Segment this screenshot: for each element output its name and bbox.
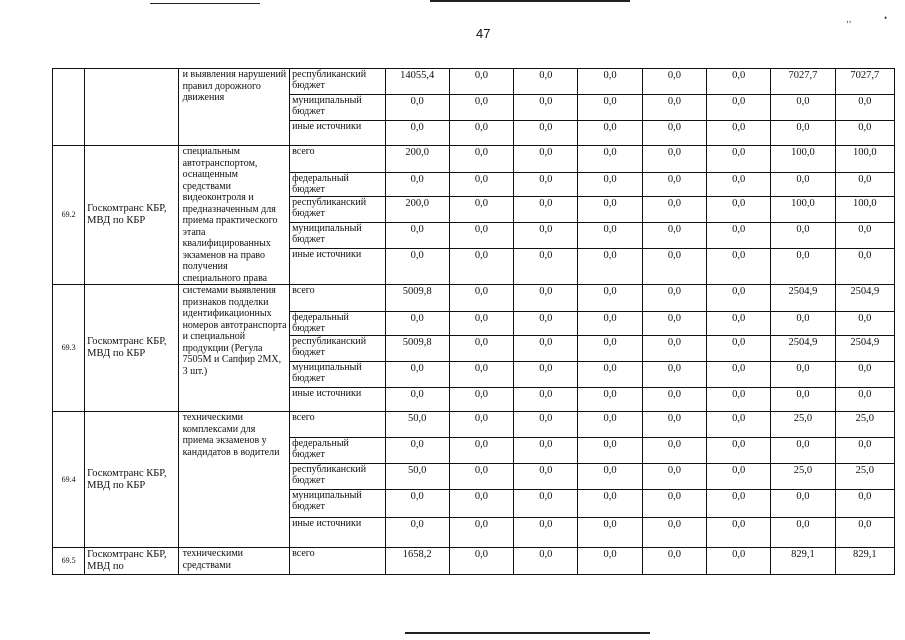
amount-cell: 0,0 <box>578 438 642 464</box>
amount-cell: 7027,7 <box>835 69 894 95</box>
amount-cell: 0,0 <box>835 490 894 518</box>
description-cell: и выявления нарушений правил дорожного движения <box>178 69 290 146</box>
amount-cell: 0,0 <box>578 95 642 121</box>
amount-cell: 0,0 <box>449 388 513 412</box>
amount-cell: 0,0 <box>385 438 449 464</box>
amount-cell: 50,0 <box>385 412 449 438</box>
table-row <box>53 285 895 312</box>
amount-cell: 0,0 <box>707 490 771 518</box>
funding-source-cell: всего <box>290 548 385 575</box>
amount-cell: 0,0 <box>642 312 706 336</box>
funding-source-cell: иные источники <box>290 518 385 548</box>
amount-cell: 0,0 <box>578 518 642 548</box>
amount-cell: 100,0 <box>771 197 835 223</box>
amount-cell: 0,0 <box>449 69 513 95</box>
scan-speck: • <box>884 13 888 23</box>
amount-cell: 0,0 <box>707 312 771 336</box>
amount-cell: 2504,9 <box>771 285 835 312</box>
scan-speck: ‚, <box>846 14 852 24</box>
amount-cell: 0,0 <box>771 438 835 464</box>
amount-cell: 0,0 <box>514 336 578 362</box>
description-cell: системами выявления признаков подделки идентификационных номеров автотранспорта и специальной продукции (Регула 7505М и Сапфир 2МХ, 3 шт.) <box>178 285 290 412</box>
amount-cell: 0,0 <box>707 548 771 575</box>
amount-cell: 0,0 <box>449 312 513 336</box>
executor-cell: Госкомтранс КБР, МВД по КБР <box>85 146 178 285</box>
amount-cell: 0,0 <box>514 548 578 575</box>
amount-cell: 0,0 <box>514 95 578 121</box>
amount-cell: 0,0 <box>449 285 513 312</box>
amount-cell: 0,0 <box>771 388 835 412</box>
amount-cell: 0,0 <box>385 362 449 388</box>
amount-cell: 0,0 <box>642 121 706 146</box>
funding-source-cell: всего <box>290 412 385 438</box>
amount-cell: 0,0 <box>578 490 642 518</box>
amount-cell: 0,0 <box>642 173 706 197</box>
item-number: 69.4 <box>53 412 85 548</box>
amount-cell: 0,0 <box>642 285 706 312</box>
amount-cell: 0,0 <box>835 518 894 548</box>
amount-cell: 200,0 <box>385 197 449 223</box>
amount-cell: 0,0 <box>771 95 835 121</box>
amount-cell: 0,0 <box>771 312 835 336</box>
amount-cell: 0,0 <box>642 197 706 223</box>
amount-cell: 0,0 <box>578 312 642 336</box>
amount-cell: 1658,2 <box>385 548 449 575</box>
amount-cell: 0,0 <box>835 438 894 464</box>
funding-source-cell: иные источники <box>290 121 385 146</box>
amount-cell: 0,0 <box>642 362 706 388</box>
amount-cell: 0,0 <box>707 285 771 312</box>
amount-cell: 0,0 <box>642 388 706 412</box>
amount-cell: 0,0 <box>707 121 771 146</box>
table-row <box>53 548 895 575</box>
amount-cell: 5009,8 <box>385 285 449 312</box>
amount-cell: 0,0 <box>514 362 578 388</box>
amount-cell: 0,0 <box>642 95 706 121</box>
amount-cell: 200,0 <box>385 146 449 173</box>
amount-cell: 0,0 <box>835 121 894 146</box>
amount-cell: 2504,9 <box>835 336 894 362</box>
amount-cell: 0,0 <box>385 223 449 249</box>
amount-cell: 0,0 <box>514 69 578 95</box>
amount-cell: 100,0 <box>835 146 894 173</box>
amount-cell: 0,0 <box>771 121 835 146</box>
amount-cell: 0,0 <box>707 95 771 121</box>
amount-cell: 829,1 <box>771 548 835 575</box>
funding-source-cell: муниципальный бюджет <box>290 223 385 249</box>
amount-cell: 0,0 <box>578 249 642 285</box>
amount-cell: 0,0 <box>835 249 894 285</box>
amount-cell: 0,0 <box>385 312 449 336</box>
amount-cell: 0,0 <box>707 412 771 438</box>
table-row <box>53 146 895 173</box>
funding-source-cell: федеральный бюджет <box>290 173 385 197</box>
amount-cell: 0,0 <box>514 121 578 146</box>
executor-cell: Госкомтранс КБР, МВД по <box>85 548 178 575</box>
amount-cell: 0,0 <box>385 518 449 548</box>
table-row <box>53 412 895 438</box>
amount-cell: 0,0 <box>707 223 771 249</box>
amount-cell: 0,0 <box>385 173 449 197</box>
amount-cell: 0,0 <box>449 336 513 362</box>
amount-cell: 0,0 <box>835 312 894 336</box>
amount-cell: 0,0 <box>385 121 449 146</box>
item-number: 69.2 <box>53 146 85 285</box>
amount-cell: 0,0 <box>642 490 706 518</box>
amount-cell: 0,0 <box>707 438 771 464</box>
amount-cell: 0,0 <box>642 223 706 249</box>
amount-cell: 2504,9 <box>835 285 894 312</box>
amount-cell: 0,0 <box>514 438 578 464</box>
item-number: 69.5 <box>53 548 85 575</box>
item-number: 69.3 <box>53 285 85 412</box>
amount-cell: 0,0 <box>771 173 835 197</box>
amount-cell: 0,0 <box>385 490 449 518</box>
amount-cell: 0,0 <box>578 388 642 412</box>
amount-cell: 0,0 <box>449 362 513 388</box>
amount-cell: 0,0 <box>578 336 642 362</box>
amount-cell: 0,0 <box>578 173 642 197</box>
amount-cell: 0,0 <box>449 548 513 575</box>
amount-cell: 0,0 <box>449 518 513 548</box>
amount-cell: 0,0 <box>514 146 578 173</box>
item-number <box>53 69 85 146</box>
amount-cell: 0,0 <box>514 388 578 412</box>
scan-artifact-top-left <box>150 3 260 4</box>
scan-artifact-top-center <box>430 0 630 2</box>
funding-table <box>52 68 895 575</box>
funding-source-cell: иные источники <box>290 388 385 412</box>
amount-cell: 0,0 <box>771 518 835 548</box>
amount-cell: 25,0 <box>771 412 835 438</box>
amount-cell: 0,0 <box>578 197 642 223</box>
amount-cell: 0,0 <box>449 464 513 490</box>
funding-source-cell: всего <box>290 146 385 173</box>
amount-cell: 0,0 <box>514 249 578 285</box>
amount-cell: 0,0 <box>578 146 642 173</box>
amount-cell: 0,0 <box>514 197 578 223</box>
amount-cell: 0,0 <box>449 412 513 438</box>
amount-cell: 50,0 <box>385 464 449 490</box>
table-row <box>53 69 895 95</box>
scan-artifact-bottom <box>405 632 650 634</box>
funding-source-cell: иные источники <box>290 249 385 285</box>
amount-cell: 0,0 <box>835 223 894 249</box>
executor-cell <box>85 69 178 146</box>
amount-cell: 0,0 <box>578 548 642 575</box>
amount-cell: 0,0 <box>449 121 513 146</box>
amount-cell: 0,0 <box>642 518 706 548</box>
amount-cell: 100,0 <box>771 146 835 173</box>
amount-cell: 0,0 <box>578 69 642 95</box>
amount-cell: 2504,9 <box>771 336 835 362</box>
amount-cell: 0,0 <box>642 69 706 95</box>
funding-source-cell: республиканский бюджет <box>290 197 385 223</box>
amount-cell: 5009,8 <box>385 336 449 362</box>
amount-cell: 0,0 <box>707 249 771 285</box>
amount-cell: 0,0 <box>578 412 642 438</box>
amount-cell: 0,0 <box>642 548 706 575</box>
amount-cell: 0,0 <box>642 336 706 362</box>
amount-cell: 0,0 <box>578 285 642 312</box>
amount-cell: 0,0 <box>771 223 835 249</box>
amount-cell: 0,0 <box>514 412 578 438</box>
amount-cell: 0,0 <box>514 464 578 490</box>
amount-cell: 0,0 <box>514 490 578 518</box>
amount-cell: 0,0 <box>449 249 513 285</box>
description-cell: техническими средствами <box>178 548 290 575</box>
amount-cell: 0,0 <box>578 362 642 388</box>
amount-cell: 0,0 <box>514 223 578 249</box>
amount-cell: 0,0 <box>514 173 578 197</box>
amount-cell: 0,0 <box>707 146 771 173</box>
funding-source-cell: республиканский бюджет <box>290 69 385 95</box>
amount-cell: 0,0 <box>514 285 578 312</box>
amount-cell: 0,0 <box>449 197 513 223</box>
amount-cell: 0,0 <box>835 388 894 412</box>
amount-cell: 100,0 <box>835 197 894 223</box>
amount-cell: 0,0 <box>385 95 449 121</box>
amount-cell: 0,0 <box>771 490 835 518</box>
amount-cell: 0,0 <box>514 518 578 548</box>
executor-cell: Госкомтранс КБР, МВД по КБР <box>85 285 178 412</box>
funding-source-cell: муниципальный бюджет <box>290 490 385 518</box>
amount-cell: 0,0 <box>578 223 642 249</box>
amount-cell: 25,0 <box>835 464 894 490</box>
funding-source-cell: всего <box>290 285 385 312</box>
amount-cell: 0,0 <box>642 249 706 285</box>
amount-cell: 0,0 <box>642 412 706 438</box>
amount-cell: 0,0 <box>578 121 642 146</box>
amount-cell: 25,0 <box>835 412 894 438</box>
amount-cell: 0,0 <box>707 518 771 548</box>
amount-cell: 0,0 <box>707 69 771 95</box>
executor-cell: Госкомтранс КБР, МВД по КБР <box>85 412 178 548</box>
description-cell: специальным автотранспортом, оснащенным средствами видеоконтроля и предназначенным для приема практического этапа квалифицированных экзаменов на право получения специального права <box>178 146 290 285</box>
page-number: 47 <box>476 26 491 41</box>
amount-cell: 0,0 <box>835 95 894 121</box>
amount-cell: 0,0 <box>771 362 835 388</box>
funding-source-cell: республиканский бюджет <box>290 464 385 490</box>
amount-cell: 0,0 <box>707 464 771 490</box>
funding-source-cell: федеральный бюджет <box>290 312 385 336</box>
amount-cell: 0,0 <box>707 336 771 362</box>
amount-cell: 0,0 <box>449 490 513 518</box>
amount-cell: 0,0 <box>707 388 771 412</box>
amount-cell: 0,0 <box>642 438 706 464</box>
amount-cell: 25,0 <box>771 464 835 490</box>
funding-source-cell: муниципальный бюджет <box>290 362 385 388</box>
amount-cell: 0,0 <box>707 173 771 197</box>
amount-cell: 0,0 <box>449 438 513 464</box>
description-cell: техническими комплексами для приема экзаменов у кандидатов в водители <box>178 412 290 548</box>
amount-cell: 7027,7 <box>771 69 835 95</box>
amount-cell: 0,0 <box>385 249 449 285</box>
amount-cell: 0,0 <box>449 95 513 121</box>
amount-cell: 0,0 <box>449 173 513 197</box>
funding-source-cell: республиканский бюджет <box>290 336 385 362</box>
amount-cell: 14055,4 <box>385 69 449 95</box>
amount-cell: 0,0 <box>771 249 835 285</box>
amount-cell: 0,0 <box>578 464 642 490</box>
amount-cell: 0,0 <box>449 146 513 173</box>
amount-cell: 0,0 <box>642 146 706 173</box>
amount-cell: 0,0 <box>514 312 578 336</box>
amount-cell: 829,1 <box>835 548 894 575</box>
funding-source-cell: муниципальный бюджет <box>290 95 385 121</box>
amount-cell: 0,0 <box>642 464 706 490</box>
amount-cell: 0,0 <box>449 223 513 249</box>
amount-cell: 0,0 <box>707 362 771 388</box>
amount-cell: 0,0 <box>385 388 449 412</box>
amount-cell: 0,0 <box>835 173 894 197</box>
amount-cell: 0,0 <box>707 197 771 223</box>
amount-cell: 0,0 <box>835 362 894 388</box>
funding-source-cell: федеральный бюджет <box>290 438 385 464</box>
